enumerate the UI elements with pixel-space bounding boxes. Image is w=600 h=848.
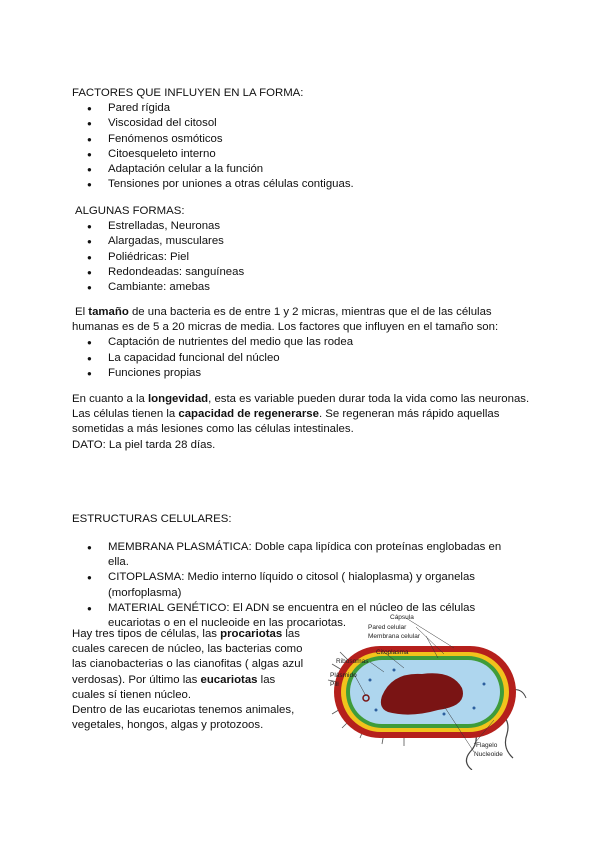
estructuras-heading: ESTRUCTURAS CELULARES:: [72, 513, 232, 525]
label-plasmido: Plásmido: [330, 672, 357, 679]
bacteria-diagram: [324, 610, 534, 770]
list-item: ● Citoesqueleto interno: [72, 147, 532, 162]
tamano-paragraph: El tamaño de una bacteria es de entre 1 y 2 micras, mientras que el de las células humanas es de 5 a 20 micras de media. Los factores que influyen en el tamaño son:: [72, 306, 499, 334]
longevidad-paragraph: En cuanto a la longevidad, esta es variable pueden durar toda la vida como las neuronas. Las células tienen la capacidad de regenerarse. Se regeneran más rápido aquellas sometidas a más lesiones como las células intestinales.: [72, 393, 530, 436]
tipos-paragraph-2: Dentro de las eucariotas tenemos animales, vegetales, hongos, algas y protozoos.: [72, 704, 295, 732]
longevidad-section: [72, 392, 532, 453]
list-item: ● Cambiante: amebas: [72, 280, 535, 295]
list-item: ● Alargadas, musculares: [72, 234, 535, 249]
forma-section: [72, 86, 532, 192]
list-item: ● La capacidad funcional del núcleo: [72, 351, 532, 366]
label-flagelo: Flagelo: [476, 742, 498, 749]
label-capsula: Cápsula: [390, 614, 414, 621]
regenerarse-bold: capacidad de regenerarse: [178, 408, 319, 421]
list-item: ● MATERIAL GENÉTICO: El ADN se encuentra en el núcleo de las células eucariotas o en el nucleoide en las procariotas.: [72, 601, 522, 631]
formas-section: [75, 204, 535, 295]
formas-heading: ALGUNAS FORMAS:: [75, 205, 185, 217]
list-item: ● Fenómenos osmóticos: [72, 132, 532, 147]
tamano-bold: tamaño: [88, 306, 129, 318]
label-ribosomas: Ribosomas: [336, 658, 369, 665]
label-membrana: Membrana celular: [368, 633, 421, 640]
tamano-section: [72, 305, 532, 381]
tipos-paragraph: Hay tres tipos de células, las procariotas las cuales carecen de núcleo, las bacterias como las cianobacterias o las cianofitas ( algas azul verdosas). Por último las eucariotas las cuales sí tienen núcleo.: [72, 628, 304, 701]
list-item: ● CITOPLASMA: Medio interno líquido o citosol ( hialoplasma) y organelas (morfoplasma): [72, 570, 522, 600]
list-item: ● Estrelladas, Neuronas: [72, 219, 535, 234]
list-item: ● MEMBRANA PLASMÁTICA: Doble capa lipídica con proteínas englobadas en ella.: [72, 540, 522, 570]
longevidad-bold: longevidad: [148, 393, 209, 405]
label-pared: Pared celular: [368, 624, 407, 631]
label-nucleoide: Nucleoide: [474, 751, 503, 758]
dato-line: DATO: La piel tarda 28 días.: [72, 438, 216, 451]
list-item: ● Captación de nutrientes del medio que las rodea: [72, 335, 532, 350]
tamano-list: [72, 335, 532, 381]
procariotas-bold: procariotas: [220, 628, 283, 640]
list-item: ● Funciones propias: [72, 366, 532, 381]
tipos-section: [72, 627, 310, 733]
estructuras-heading-block: [72, 512, 532, 527]
forma-list: [72, 101, 532, 192]
list-item: ● Tensiones por uniones a otras células contiguas.: [72, 177, 532, 192]
list-item: ● Redondeadas: sanguíneas: [72, 265, 535, 280]
list-item: ● Adaptación celular a la función: [72, 162, 532, 177]
label-pili: Pili: [330, 681, 339, 688]
formas-list: [72, 219, 535, 295]
label-citoplasma: Citoplasma: [376, 649, 409, 656]
list-item: ● Poliédricas: Piel: [72, 250, 535, 265]
list-item: ● Viscosidad del citosol: [72, 116, 532, 131]
eucariotas-bold: eucariotas: [200, 673, 258, 686]
list-item: ● Pared rígida: [72, 101, 532, 116]
forma-heading: FACTORES QUE INFLUYEN EN LA FORMA:: [72, 87, 304, 99]
